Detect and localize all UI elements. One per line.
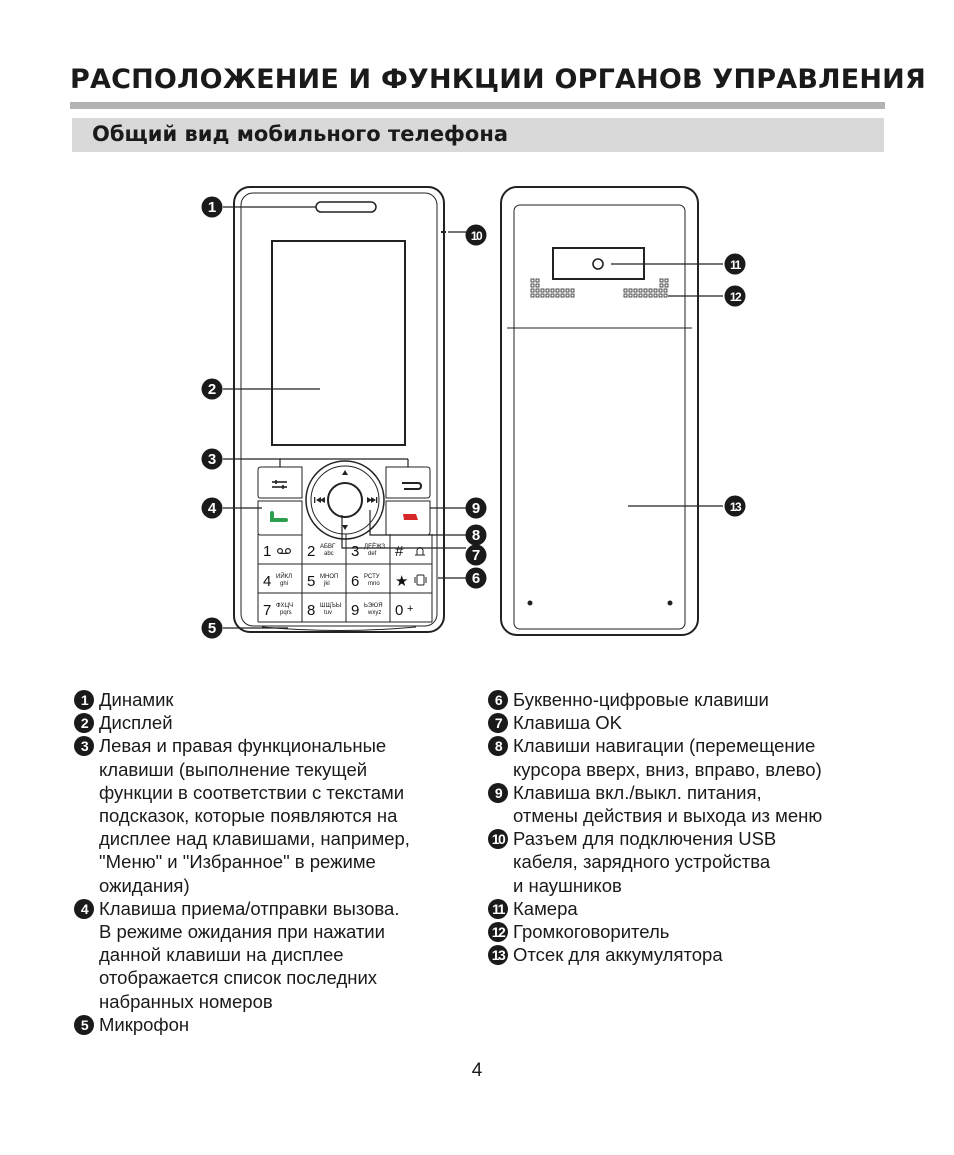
legend-right (488, 688, 908, 966)
ok-key[interactable] (328, 483, 362, 517)
grille-hole (531, 284, 534, 287)
legend-badge: 5 (74, 1015, 94, 1035)
grille-hole (566, 289, 569, 292)
key-label: 6 (351, 573, 360, 590)
key-letters-ru: ШЩЪЫ (320, 603, 342, 609)
callout-number: 8 (471, 527, 481, 544)
grille-hole (561, 294, 564, 297)
legend-item (488, 897, 908, 920)
grille-hole (649, 289, 652, 292)
grille-hole (546, 289, 549, 292)
key-label: 8 (307, 602, 316, 619)
page-title: РАСПОЛОЖЕНИЕ И ФУНКЦИИ ОРГАНОВ УПРАВЛЕНИЯ (70, 64, 926, 95)
key-letters-en: tuv (324, 610, 333, 616)
key-label: 3 (351, 543, 360, 560)
callout-badge (725, 496, 746, 517)
display-screen (272, 241, 405, 445)
grille-hole (536, 284, 539, 287)
grille-hole (665, 284, 668, 287)
grille-hole (566, 294, 569, 297)
grille-hole (664, 289, 667, 292)
legend-badge: 11 (488, 899, 508, 919)
phone-front (234, 187, 446, 632)
key-label: 4 (263, 573, 272, 590)
grille-hole (556, 294, 559, 297)
grille-hole (639, 289, 642, 292)
legend-text: Разъем для подключения USB кабеля, зарядного устройства и наушников (513, 828, 777, 896)
legend-item (488, 734, 908, 780)
legend-item (488, 781, 908, 827)
grille-hole (660, 284, 663, 287)
callout-number: 2 (207, 381, 217, 398)
callout-badge (202, 618, 223, 639)
back-arrow-icon (402, 483, 421, 489)
callout-badge (725, 254, 746, 275)
legend-text: Клавиша вкл./выкл. питания, отмены действия и выхода из меню (513, 781, 823, 827)
grille-hole (541, 289, 544, 292)
key-letters-en: jkl (324, 581, 330, 587)
legend-badge: 6 (488, 690, 508, 710)
grille-hole (634, 289, 637, 292)
legend-item (74, 711, 474, 734)
loudspeaker-grille (531, 279, 668, 297)
legend-left (74, 688, 474, 1036)
callout-badge (725, 286, 746, 307)
grille-hole (624, 289, 627, 292)
grille-hole (571, 294, 574, 297)
key-label: ★ (395, 573, 409, 590)
earpiece-speaker (316, 202, 376, 212)
callout-number: 6 (471, 570, 481, 587)
key-letters-en: + (407, 603, 414, 615)
key-label: 0 (395, 602, 404, 619)
key-label: # (395, 543, 404, 560)
callout-number: 3 (207, 451, 217, 468)
grille-hole (531, 289, 534, 292)
callout-number: 7 (471, 547, 481, 564)
grille-hole (665, 279, 668, 282)
front-body-outline (234, 187, 444, 632)
grille-hole (629, 289, 632, 292)
key-letters-en: abc (324, 551, 334, 557)
section-subtitle: Общий вид мобильного телефона (92, 122, 509, 146)
key-letters-ru: ДЕЁЖЗ (364, 544, 386, 550)
key-label: 2 (307, 543, 316, 560)
grille-hole (629, 294, 632, 297)
vibrate-icon (415, 575, 426, 585)
grille-hole (624, 294, 627, 297)
phone-send-icon (272, 513, 286, 520)
back-body-outline (501, 187, 698, 635)
callout-number: 1 (207, 199, 217, 216)
legend-text: Микрофон (99, 1013, 190, 1035)
callout-badge (202, 449, 223, 470)
page-number: 4 (471, 1060, 483, 1081)
legend-badge: 10 (488, 829, 508, 849)
grille-hole (644, 289, 647, 292)
key-letters-en: def (368, 551, 377, 557)
grille-hole (541, 294, 544, 297)
legend-item (488, 920, 908, 943)
back-callouts (725, 254, 746, 517)
key-letters-ru: ФХЦЧ (276, 603, 294, 609)
callout-badge (466, 498, 487, 519)
grille-hole (664, 294, 667, 297)
front-body-inner (241, 193, 437, 626)
legend-badge: 9 (488, 783, 508, 803)
legend-text: Камера (513, 897, 578, 919)
nav-left-icon (314, 497, 325, 503)
grille-hole (536, 289, 539, 292)
callout-number: 9 (471, 500, 481, 517)
callout-number: 12 (729, 290, 741, 304)
legend-item (74, 897, 474, 1013)
callout-badge (202, 498, 223, 519)
grille-hole (660, 279, 663, 282)
callout-number: 13 (729, 500, 741, 514)
grille-hole (649, 294, 652, 297)
grille-hole (639, 294, 642, 297)
legend-text: Клавиши навигации (перемещение курсора вверх, вниз, вправо, влево) (513, 735, 822, 780)
legend-badge: 2 (74, 713, 94, 733)
callout-badge (202, 197, 223, 218)
grille-hole (644, 294, 647, 297)
key-label: 1 (263, 543, 272, 560)
callout-badge (466, 225, 487, 246)
callout-number: 10 (470, 229, 482, 243)
key-letters-ru: ЬЭЮЯ (364, 603, 383, 609)
grille-hole (556, 289, 559, 292)
grille-hole (654, 294, 657, 297)
voicemail-icon (278, 549, 291, 554)
nav-down-icon (342, 525, 348, 530)
key-letters-ru: РСТУ (364, 574, 380, 580)
grille-hole (561, 289, 564, 292)
legend-badge: 3 (74, 736, 94, 756)
legend-text: Буквенно-цифровые клавиши (513, 689, 769, 710)
callout-number: 11 (730, 258, 740, 272)
camera-lens (593, 259, 603, 269)
key-label: 7 (263, 602, 272, 619)
cover-screw-right (668, 601, 673, 606)
grille-hole (551, 289, 554, 292)
legend-text: Клавиша OK (513, 712, 623, 734)
grille-hole (531, 294, 534, 297)
callout-number: 5 (207, 620, 217, 637)
legend-badge: 12 (488, 922, 508, 942)
legend-item (488, 943, 908, 966)
grille-hole (654, 289, 657, 292)
legend-item (488, 827, 908, 897)
grille-hole (546, 294, 549, 297)
bell-icon (415, 548, 425, 556)
legend-badge: 4 (74, 899, 94, 919)
key-letters-en: wxyz (368, 610, 382, 616)
key-letters-en: ghi (280, 581, 289, 587)
grille-hole (536, 279, 539, 282)
callout-badge (466, 568, 487, 589)
key-letters-ru: ИЙКЛ (276, 574, 293, 580)
phone-end-icon (403, 514, 418, 520)
grille-hole (659, 289, 662, 292)
legend-text: Клавиша приема/отправки вызова. В режиме ожидания при нажатии данной клавиши на дисплее отображается список последних набранных номеров (99, 897, 400, 1012)
callout-badge (466, 525, 487, 546)
legend-text: Отсек для аккумулятора (513, 944, 723, 966)
callout-number: 4 (207, 500, 217, 517)
nav-up-icon (342, 470, 348, 475)
key-label: 9 (351, 602, 360, 619)
phone-back (501, 187, 698, 635)
grille-hole (634, 294, 637, 297)
key-label: 5 (307, 573, 316, 590)
legend-item (74, 734, 474, 896)
key-letters-en: pqrs (280, 610, 292, 616)
grille-hole (536, 294, 539, 297)
legend-item (74, 688, 474, 711)
grille-hole (551, 294, 554, 297)
callout-badge (466, 545, 487, 566)
legend-badge: 7 (488, 713, 508, 733)
legend-item (74, 1013, 474, 1036)
callout-badge (202, 379, 223, 400)
legend-text: Громкоговоритель (513, 921, 670, 943)
grille-hole (659, 294, 662, 297)
legend-item (488, 688, 908, 711)
menu-lines-icon (272, 480, 287, 489)
key-letters-en: mno (368, 581, 380, 587)
key-letters-ru: МНОП (320, 574, 339, 580)
legend-text: Дисплей (99, 712, 173, 734)
legend-text: Левая и правая функциональные клавиши (выполнение текущей функции в соответствии с текстами подсказок, которые появляются на дисплее над клавишами, например, "Меню" и "Избранное" в режиме ожидания) (99, 735, 410, 896)
nav-right-icon (367, 497, 377, 503)
cover-screw-left (528, 601, 533, 606)
legend-text: Динамик (99, 689, 174, 710)
grille-hole (571, 289, 574, 292)
key-letters-ru: АБВГ (320, 544, 336, 550)
legend-badge: 1 (74, 690, 94, 710)
grille-hole (531, 279, 534, 282)
legend-badge: 8 (488, 736, 508, 756)
keypad (263, 543, 413, 619)
legend-item (488, 711, 908, 734)
legend-badge: 13 (488, 945, 508, 965)
